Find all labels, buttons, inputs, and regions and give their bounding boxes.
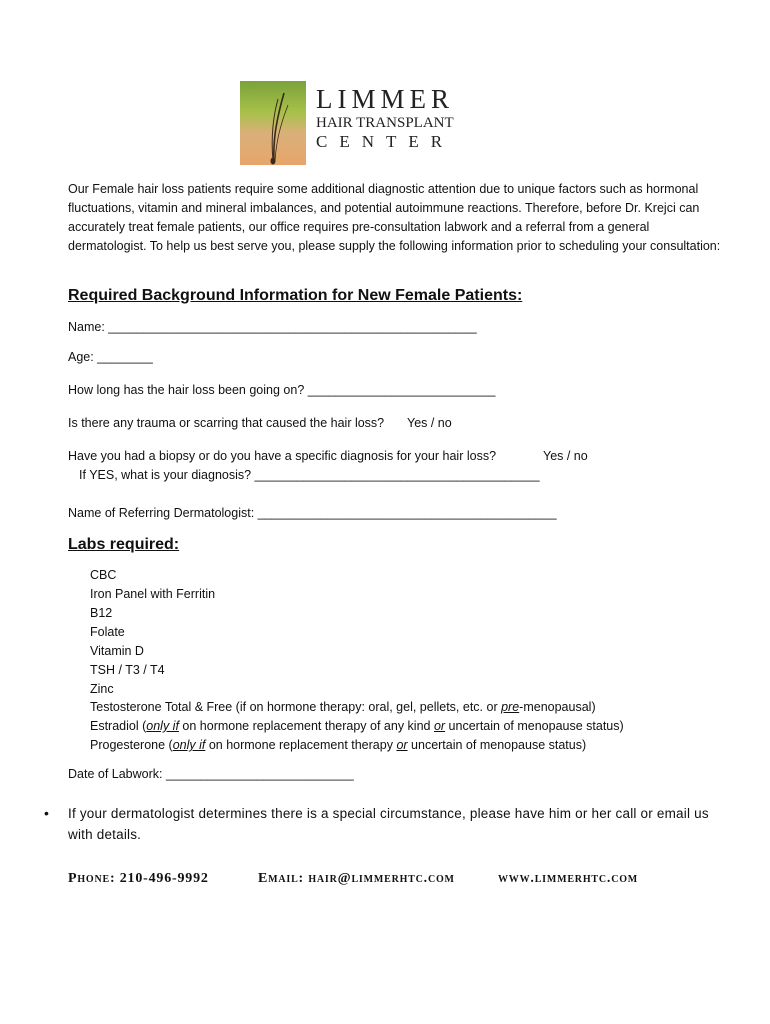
biopsy-yes-no-choice[interactable]: Yes / no — [543, 449, 588, 463]
lab-item: Zinc — [90, 682, 114, 696]
diagnosis-field[interactable]: If YES, what is your diagnosis? _________________________________________ — [79, 468, 540, 482]
name-field[interactable]: Name: _____________________________________________________ — [68, 320, 477, 334]
referring-dermatologist-field[interactable]: Name of Referring Dermatologist: ___________________________________________ — [68, 506, 557, 520]
footer-phone: Phone: 210-496-9992 — [68, 871, 209, 886]
logo-text-center: CENTER — [316, 132, 455, 151]
lab-item: Folate — [90, 625, 125, 639]
intro-paragraph: Our Female hair loss patients require some additional diagnostic attention due to unique factors such as hormonal fluctuations, vitamin and mineral imbalances, and potential autoimmune reactions. Therefore, before Dr. Krejci can accurately treat female patients, our office requires pre-consultation labwork and a referral from a general dermatologist. To help us best serve you, please supply the following information prior to scheduling your consultation: — [68, 182, 721, 253]
limmer-logo — [240, 81, 480, 167]
lab-item: CBC — [90, 568, 117, 582]
lab-item: Vitamin D — [90, 644, 144, 658]
lab-item-estradiol: Estradiol (only if on hormone replacement therapy of any kind or uncertain of menopause status) — [90, 719, 624, 733]
trauma-yes-no-choice[interactable]: Yes / no — [407, 416, 452, 430]
lab-item-testosterone: Testosterone Total & Free (if on hormone therapy: oral, gel, pellets, etc. or pre-menopausal) — [90, 700, 596, 714]
age-field[interactable]: Age: ________ — [68, 350, 153, 364]
logo-text-hair-transplant: HAIR TRANSPLANT — [316, 115, 454, 131]
biopsy-question: Have you had a biopsy or do you have a specific diagnosis for your hair loss? — [68, 449, 497, 463]
background-info-heading: Required Background Information for New Female Patients: — [68, 287, 523, 304]
footer-website[interactable]: www.limmerhtc.com — [498, 871, 639, 886]
special-circumstance-note: If your dermatologist determines there is a special circumstance, please have him or her call or email us with details. — [68, 806, 709, 842]
lab-item: TSH / T3 / T4 — [90, 663, 165, 677]
footer-email[interactable]: Email: hair@limmerhtc.com — [258, 871, 455, 886]
lab-item: Iron Panel with Ferritin — [90, 587, 216, 601]
labs-required-heading: Labs required: — [68, 536, 180, 553]
logo-text-limmer: LIMMER — [316, 84, 454, 114]
trauma-question: Is there any trauma or scarring that caused the hair loss? — [68, 416, 385, 430]
bullet-icon: • — [44, 805, 49, 821]
hair-loss-duration-field[interactable]: How long has the hair loss been going on? ___________________________ — [68, 383, 496, 397]
lab-item-progesterone: Progesterone (only if on hormone replacement therapy or uncertain of menopause status) — [90, 738, 587, 752]
lab-item: B12 — [90, 606, 113, 620]
labwork-date-field[interactable]: Date of Labwork: ___________________________ — [68, 767, 354, 781]
hair-follicle-logo-icon — [240, 81, 306, 165]
